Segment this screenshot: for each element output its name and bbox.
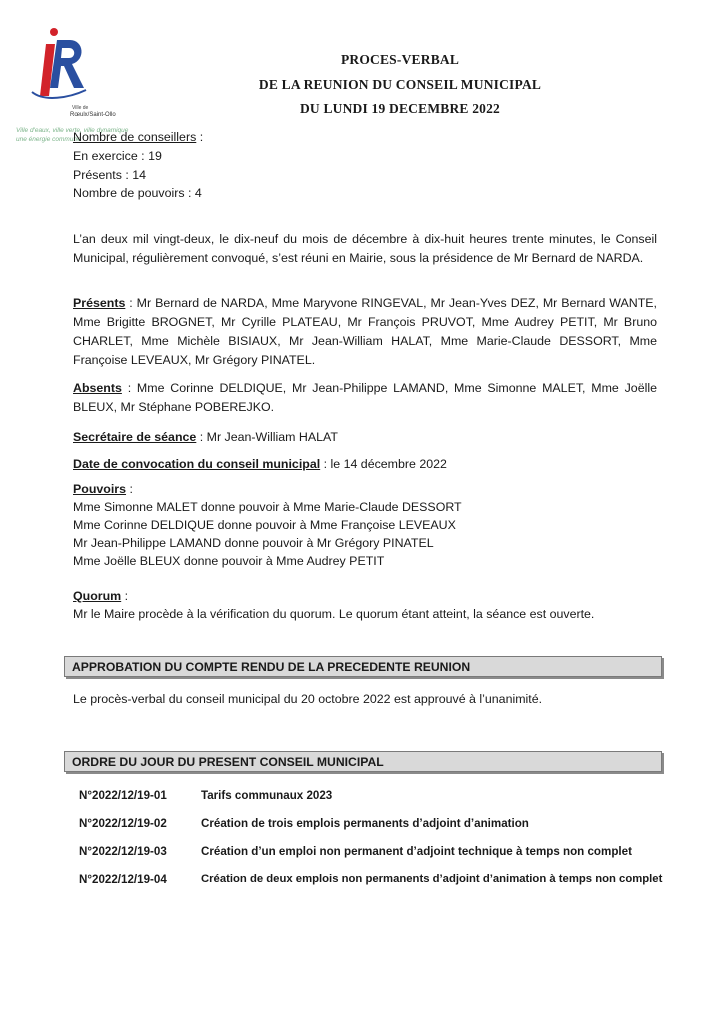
doc-title-line2: DE LA REUNION DU CONSEIL MUNICIPAL <box>258 77 542 92</box>
pouvoir-item: Mme Corinne DELDIQUE donne pouvoir à Mme Françoise LEVEAUX <box>73 518 456 532</box>
pouvoirs-suffix: : <box>126 482 133 496</box>
presents-label: Présents <box>73 296 126 310</box>
logo-tagline-line1: Ville d'eaux, ville verte, ville dynamique <box>16 127 129 134</box>
absents-text: : Mme Corinne DELDIQUE, Mr Jean-Philippe LAMAND, Mme Simonne MALET, Mme Joëlle BLEUX, Mr Stéphane POBEREJKO. <box>73 381 657 414</box>
pouvoir-item: Mme Simonne MALET donne pouvoir à Mme Marie-Claude DESSORT <box>73 500 462 514</box>
stats-present: Présents : 14 <box>73 168 147 182</box>
secretary-line <box>73 428 338 447</box>
approbation-section-header: APPROBATION DU COMPTE RENDU DE LA PRECEDENTE REUNION <box>64 656 662 677</box>
agenda-item-label: Tarifs communaux 2023 <box>201 789 333 802</box>
stats-proxies: Nombre de pouvoirs : 4 <box>73 186 202 200</box>
quorum-text: Mr le Maire procède à la vérification du quorum. Le quorum étant atteint, la séance est ouverte. <box>73 607 595 621</box>
agenda-item-label: Création d’un emploi non permanent d’adjoint technique à temps non complet <box>201 845 632 858</box>
pouvoir-item: Mme Joëlle BLEUX donne pouvoir à Mme Audrey PETIT <box>73 554 385 568</box>
pouvoir-item: Mr Jean-Philippe LAMAND donne pouvoir à Mr Grégory PINATEL <box>73 536 434 550</box>
stats-heading-suffix: : <box>196 130 204 144</box>
intro-paragraph: L’an deux mil vingt-deux, le dix-neuf du mois de décembre à dix-huit heures trente minutes, le Conseil Municipal, régulièrement convoqué, s’est réuni en Mairie, sous la présidence de Mr Bernard de NARDA. <box>73 232 657 265</box>
quorum-label: Quorum <box>73 589 122 603</box>
agenda-item-label: Création de deux emplois non permanents d’adjoint d’animation à temps non complet <box>201 873 663 885</box>
convocation-text: : le 14 décembre 2022 <box>320 457 447 471</box>
quorum-suffix: : <box>121 589 129 603</box>
agenda-section-header: ORDRE DU JOUR DU PRESENT CONSEIL MUNICIPAL <box>64 751 662 772</box>
stats-heading-label: Nombre de conseillers <box>73 130 197 144</box>
logo-small-text: Ville de <box>72 105 89 111</box>
town-logo <box>16 26 136 143</box>
agenda-item-number: N°2022/12/19-04 <box>79 873 167 886</box>
doc-title-line3: DU LUNDI 19 DECEMBRE 2022 <box>299 101 500 116</box>
agenda-item-label: Création de trois emplois permanents d’adjoint d’animation <box>201 817 529 830</box>
logo-tagline-line2: une énergie commune <box>16 136 81 143</box>
agenda-item-number: N°2022/12/19-01 <box>79 789 167 802</box>
stats-in-office: En exercice : 19 <box>73 149 162 163</box>
quorum-heading <box>73 587 128 606</box>
convocation-line <box>73 455 447 474</box>
secretary-label: Secrétaire de séance <box>73 430 197 444</box>
agenda-item-number: N°2022/12/19-03 <box>79 845 167 858</box>
agenda-item-number: N°2022/12/19-02 <box>79 817 167 830</box>
absents-label: Absents <box>73 381 122 395</box>
stats-heading <box>73 128 203 147</box>
approbation-text: Le procès-verbal du conseil municipal du 20 octobre 2022 est approuvé à l’unanimité. <box>73 692 543 706</box>
logo-mark-icon <box>24 26 94 106</box>
logo-town-name: Rœulx/Saint-Ollo <box>70 112 116 118</box>
presents-text: : Mr Bernard de NARDA, Mme Maryvone RINGEVAL, Mr Jean-Yves DEZ, Mr Bernard WANTE, Mme Brigitte BROGNET, Mr Cyrille PLATEAU, Mr François PRUVOT, Mme Audrey PETIT, Mr Bruno CHARLET, Mme Michèle BISIAUX, Mr Jean-William HALAT, Mme Marie-Claude DESSORT, Mme Françoise LEVEAUX, Mr Grégory PINATEL. <box>73 296 657 367</box>
pouvoirs-label: Pouvoirs <box>73 482 127 496</box>
pouvoirs-heading <box>73 480 133 499</box>
presents-paragraph <box>73 294 657 370</box>
convocation-label: Date de convocation du conseil municipal <box>73 457 321 471</box>
secretary-text: : Mr Jean-William HALAT <box>196 430 338 444</box>
absents-paragraph <box>73 379 657 417</box>
doc-title-line1: PROCES-VERBAL <box>340 52 460 67</box>
